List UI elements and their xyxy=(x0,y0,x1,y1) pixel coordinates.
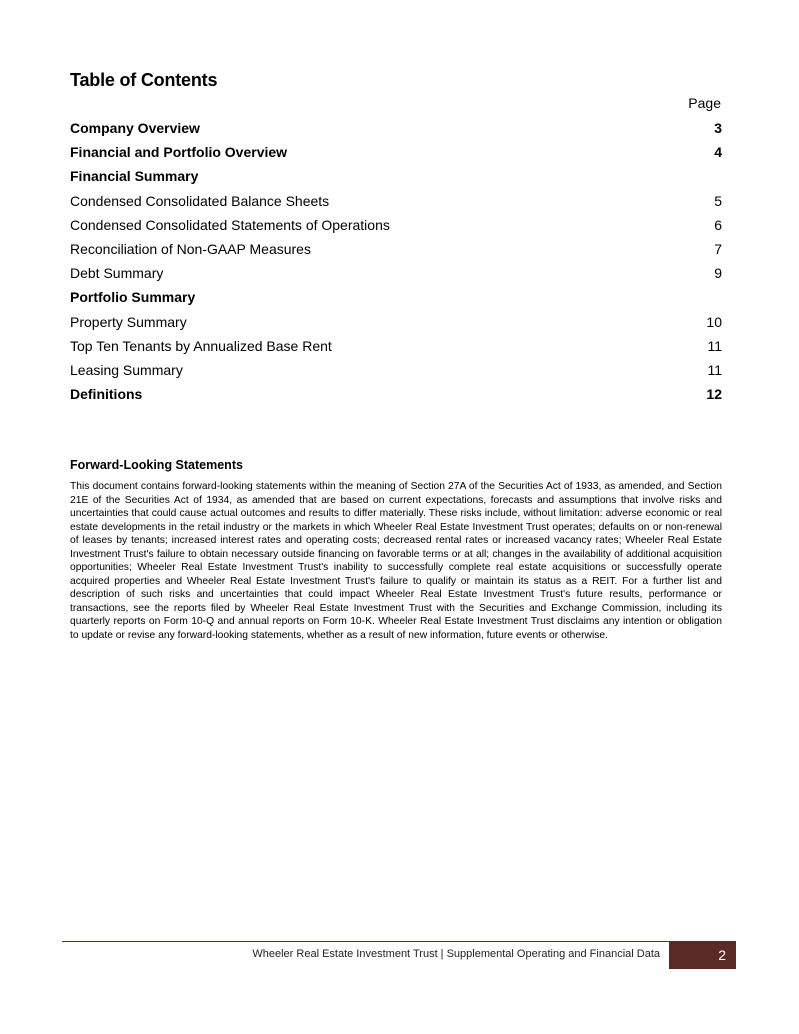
toc-entry-label: Condensed Consolidated Balance Sheets xyxy=(70,192,330,209)
toc-entry-label: Financial Summary xyxy=(70,168,199,185)
toc-entry-page: 5 xyxy=(714,192,722,209)
toc-entry-label: Top Ten Tenants by Annualized Base Rent xyxy=(70,337,332,354)
toc-entry-label: Portfolio Summary xyxy=(70,289,196,306)
table-of-contents xyxy=(70,116,722,406)
footer-page-number: 2 xyxy=(669,941,736,969)
toc-entry-label: Financial and Portfolio Overview xyxy=(70,144,288,161)
toc-section-heading xyxy=(70,285,722,309)
toc-entry[interactable] xyxy=(70,358,722,382)
toc-entry-label: Condensed Consolidated Statements of Operations xyxy=(70,216,390,233)
toc-entry[interactable] xyxy=(70,116,722,140)
toc-entry-page: 10 xyxy=(706,313,722,330)
toc-entry-page: 12 xyxy=(706,386,722,403)
forward-looking-body: This document contains forward-looking statements within the meaning of Section 27A of the Securities Act of 1933, as amended, and Section 21E of the Securities Act of 1934, as amended that are based on current expectations, forecasts and assumptions that involve risks and uncertainties that could cause actual outcomes and results to differ materially. These risks include, without limitation: adverse economic or real estate developments in the retail industry or the markets in which Wheeler Real Estate Investment Trust operates; defaults on or non-renewal of leases by tenants; increased interest rates and operating costs; decreased rental rates or increased vacancy rates; Wheeler Real Estate Investment Trust's failure to obtain necessary outside financing on favorable terms or at all; changes in the availability of additional acquisition opportunities; Wheeler Real Estate Investment Trust's inability to successfully complete real estate acquisitions or successfully operate acquired properties and Wheeler Real Estate Investment Trust's failure to qualify or maintain its status as a REIT. For a further list and description of such risks and uncertainties that could impact Wheeler Real Estate Investment Trust's future results, performance or transactions, see the reports filed by Wheeler Real Estate Investment Trust with the Securities and Exchange Commission, including its quarterly reports on Form 10-Q and annual reports on Form 10-K. Wheeler Real Estate Investment Trust disclaims any intention or obligation to update or revise any forward-looking statements, whether as a result of new information, future events or otherwise. xyxy=(70,481,722,641)
toc-entry[interactable] xyxy=(70,189,722,213)
toc-entry[interactable] xyxy=(70,310,722,334)
toc-entry-label: Property Summary xyxy=(70,313,187,330)
toc-entry-label: Definitions xyxy=(70,386,143,403)
toc-entry-page: 6 xyxy=(714,216,722,233)
toc-entry[interactable] xyxy=(70,237,722,261)
toc-entry-label: Reconciliation of Non-GAAP Measures xyxy=(70,241,311,258)
toc-entry-label: Company Overview xyxy=(70,120,200,137)
toc-entry-page: 7 xyxy=(714,241,722,258)
toc-entry-page: 9 xyxy=(714,265,722,282)
toc-entry-label: Debt Summary xyxy=(70,265,164,282)
toc-entry-page: 4 xyxy=(714,144,722,161)
toc-entry-page: 11 xyxy=(707,361,722,378)
toc-entry[interactable] xyxy=(70,140,722,164)
toc-entry[interactable] xyxy=(70,382,722,406)
toc-entry-label: Leasing Summary xyxy=(70,361,183,378)
toc-section-heading xyxy=(70,164,722,188)
toc-entry[interactable] xyxy=(70,334,722,358)
forward-looking-heading: Forward-Looking Statements xyxy=(70,458,243,472)
page-column-header: Page xyxy=(688,95,721,111)
toc-entry-page: 3 xyxy=(714,120,722,137)
toc-entry[interactable] xyxy=(70,213,722,237)
footer-divider xyxy=(62,941,736,942)
footer-text: Wheeler Real Estate Investment Trust | Supplemental Operating and Financial Data xyxy=(252,948,660,960)
toc-entry-page: 11 xyxy=(707,337,722,354)
page-title: Table of Contents xyxy=(70,70,218,90)
toc-entry[interactable] xyxy=(70,261,722,285)
